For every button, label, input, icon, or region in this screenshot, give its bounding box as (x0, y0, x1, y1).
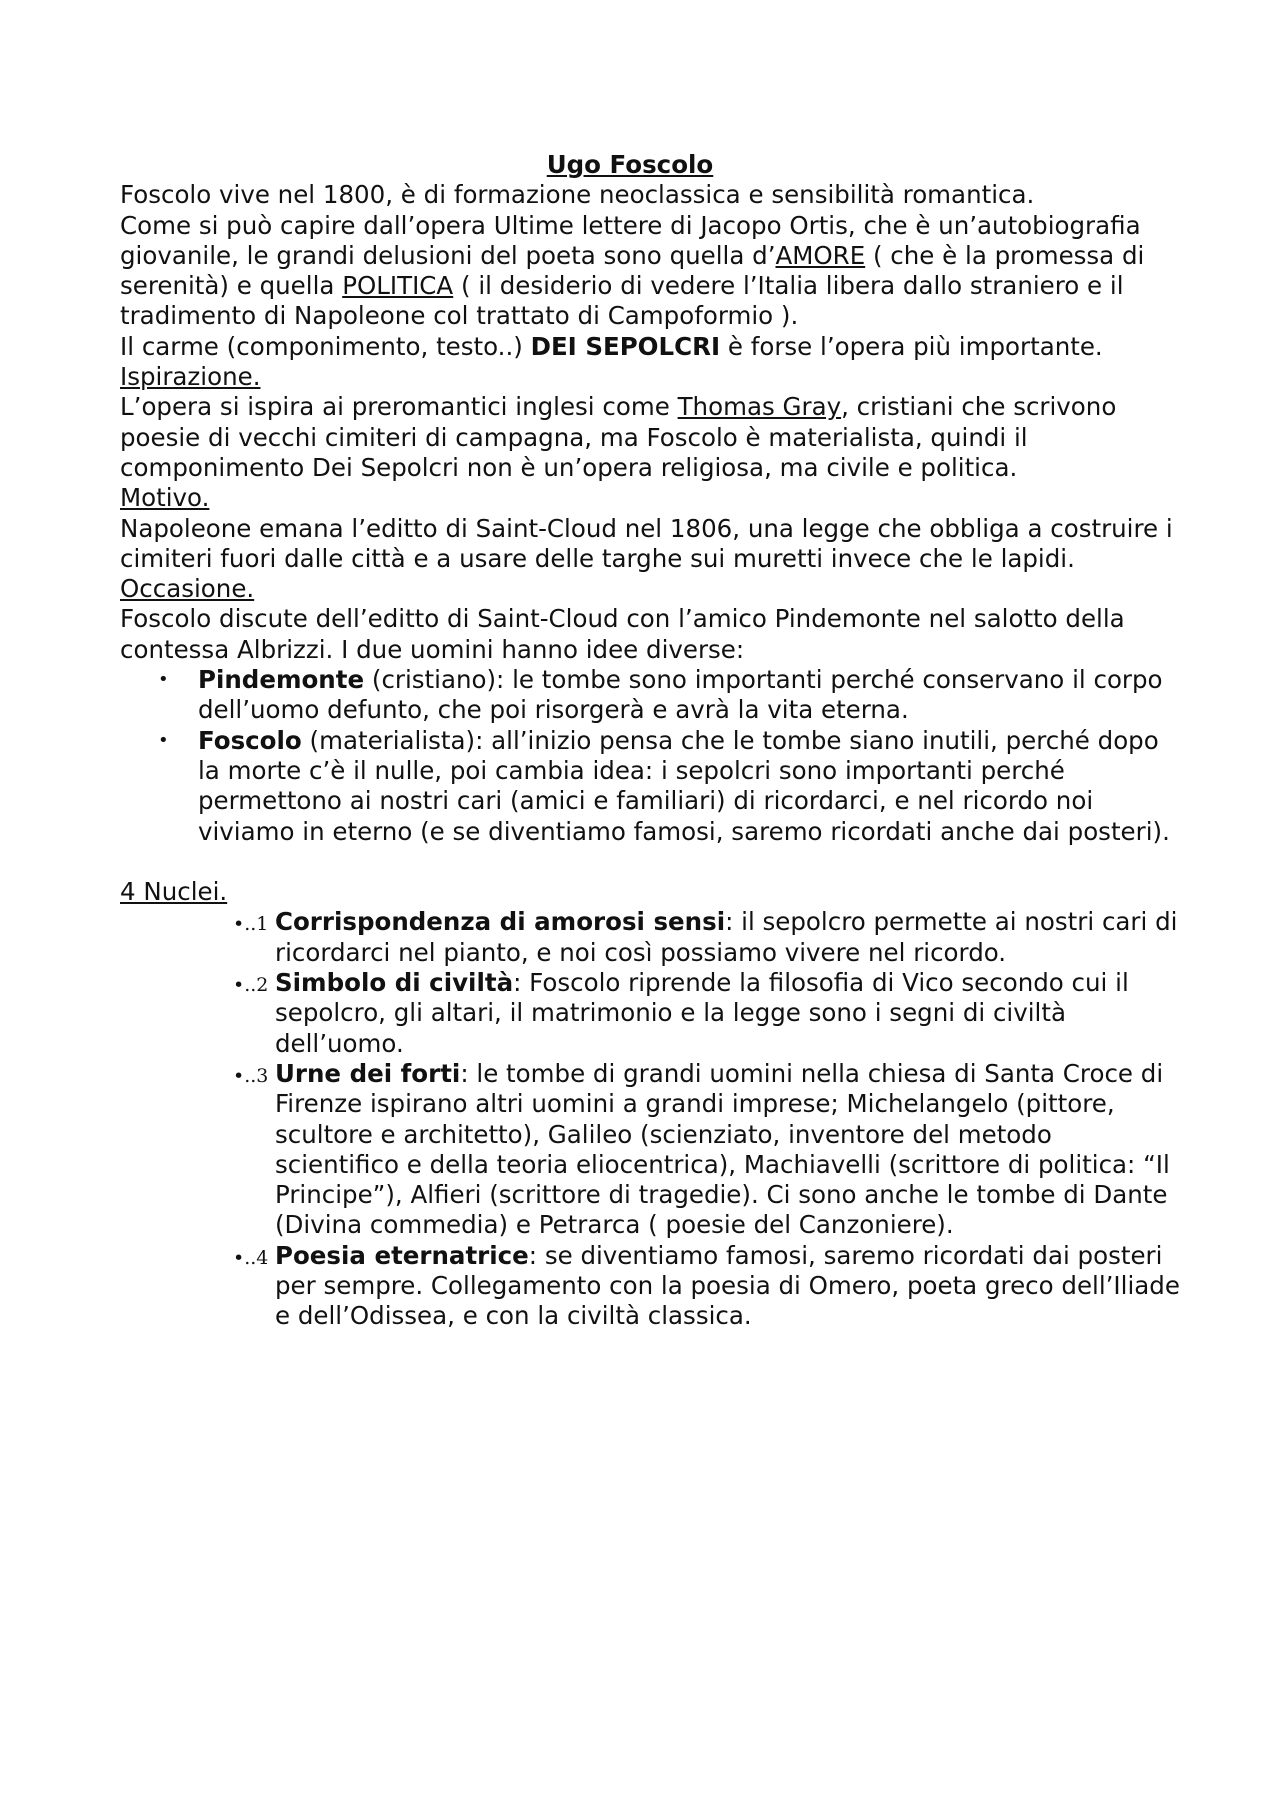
document-title: Ugo Foscolo (546, 150, 714, 179)
list-item: •..4 Poesia eternatrice: se diventiamo famosi, saremo ricordati dai posteri per sempre. Collegamento con la poesia di Omero, poeta greco dell’Iliade e dell’Odissea, e con la civiltà classica. (233, 1240, 1180, 1331)
occasione-heading: Occasione. (120, 574, 255, 604)
thomas-gray-name: Thomas Gray (677, 392, 842, 422)
list-item: •..3 Urne dei forti: le tombe di grandi uomini nella chiesa di Santa Croce di Firenze ispirano altri uomini a grandi imprese; Michelangelo (pittore, scultore e architetto), Galileo (scienziato, inventore del metodo scientifico e della teoria eliocentrica), Machiavelli (scrittore di politica: “Il Principe”), Alfieri (scrittore di tragedie). Ci sono anche le tombe di Dante (Divina commedia) e Petrarca ( poesie del Canzoniere). (233, 1058, 1170, 1240)
motivo-heading: Motivo. (120, 483, 210, 513)
list-marker: •..2 (233, 974, 269, 997)
nuclei-list (120, 907, 1180, 1331)
list-item: • Foscolo (materialista): all’inizio pensa che le tombe siano inutili, perché dopo la morte c’è il nulle, poi cambia idea: i sepolcri sono importanti perché permettono ai nostri cari (amici e familiari) di ricordarci, e nel ricordo noi viviamo in eterno (e se diventiamo famosi, saremo ricordati anche dai posteri). (158, 725, 1170, 846)
blank-line (120, 847, 1180, 877)
list-marker: •..4 (233, 1246, 269, 1269)
politica-keyword: POLITICA (342, 271, 454, 301)
amore-keyword: AMORE (775, 240, 866, 270)
nuclei-heading: 4 Nuclei. (120, 877, 228, 907)
motivo-text: Napoleone emana l’editto di Saint-Cloud nel 1806, una legge che obbliga a costruire i cimiteri fuori dalle città e a usare delle targhe sui muretti invece che le lapidi. (120, 513, 1173, 573)
dei-sepolcri-keyword: DEI SEPOLCRI (530, 331, 721, 361)
occasione-text: Foscolo discute dell’editto di Saint-Cloud con l’amico Pindemonte nel salotto della contessa Albrizzi. I due uomini hanno idee diverse: (120, 604, 1125, 664)
opinions-list (120, 665, 1180, 847)
carme-sentence: Il carme (componimento, testo..) DEI SEPOLCRI è forse l’opera più importante. (120, 331, 1103, 361)
ispirazione-heading: Ispirazione. (120, 362, 261, 392)
list-item: • Pindemonte (cristiano): le tombe sono importanti perché conservano il corpo dell’uomo defunto, che poi risorgerà e avrà la vita eterna. (158, 665, 1163, 725)
list-marker: •..3 (233, 1064, 269, 1087)
intro-line: Foscolo vive nel 1800, è di formazione neoclassica e sensibilità romantica. (120, 180, 1035, 210)
intro-paragraph: Come si può capire dall’opera Ultime lettere di Jacopo Ortis, che è un’autobiografia giovanile, le grandi delusioni del poeta sono quella d’AMORE ( che è la promessa di serenità) e quella POLITICA ( il desiderio di vedere l’Italia libera dallo straniero e il tradimento di Napoleone col trattato di Campoformio ). (120, 210, 1145, 331)
bullet-icon: • (158, 669, 169, 691)
bullet-icon: • (158, 729, 169, 751)
list-marker: •..1 (233, 913, 269, 936)
ispirazione-text: L’opera si ispira ai preromantici inglesi come Thomas Gray, cristiani che scrivono poesie di vecchi cimiteri di campagna, ma Foscolo è materialista, quindi il componimento Dei Sepolcri non è un’opera religiosa, ma civile e politica. (120, 392, 1117, 482)
list-item: •..2 Simbolo di civiltà: Foscolo riprende la filosofia di Vico secondo cui il sepolcro, gli altari, il matrimonio e la legge sono i segni di civiltà dell’uomo. (233, 968, 1129, 1058)
list-item: •..1 Corrispondenza di amorosi sensi: il sepolcro permette ai nostri cari di ricordarci nel pianto, e noi così possiamo vivere nel ricordo. (233, 907, 1178, 967)
